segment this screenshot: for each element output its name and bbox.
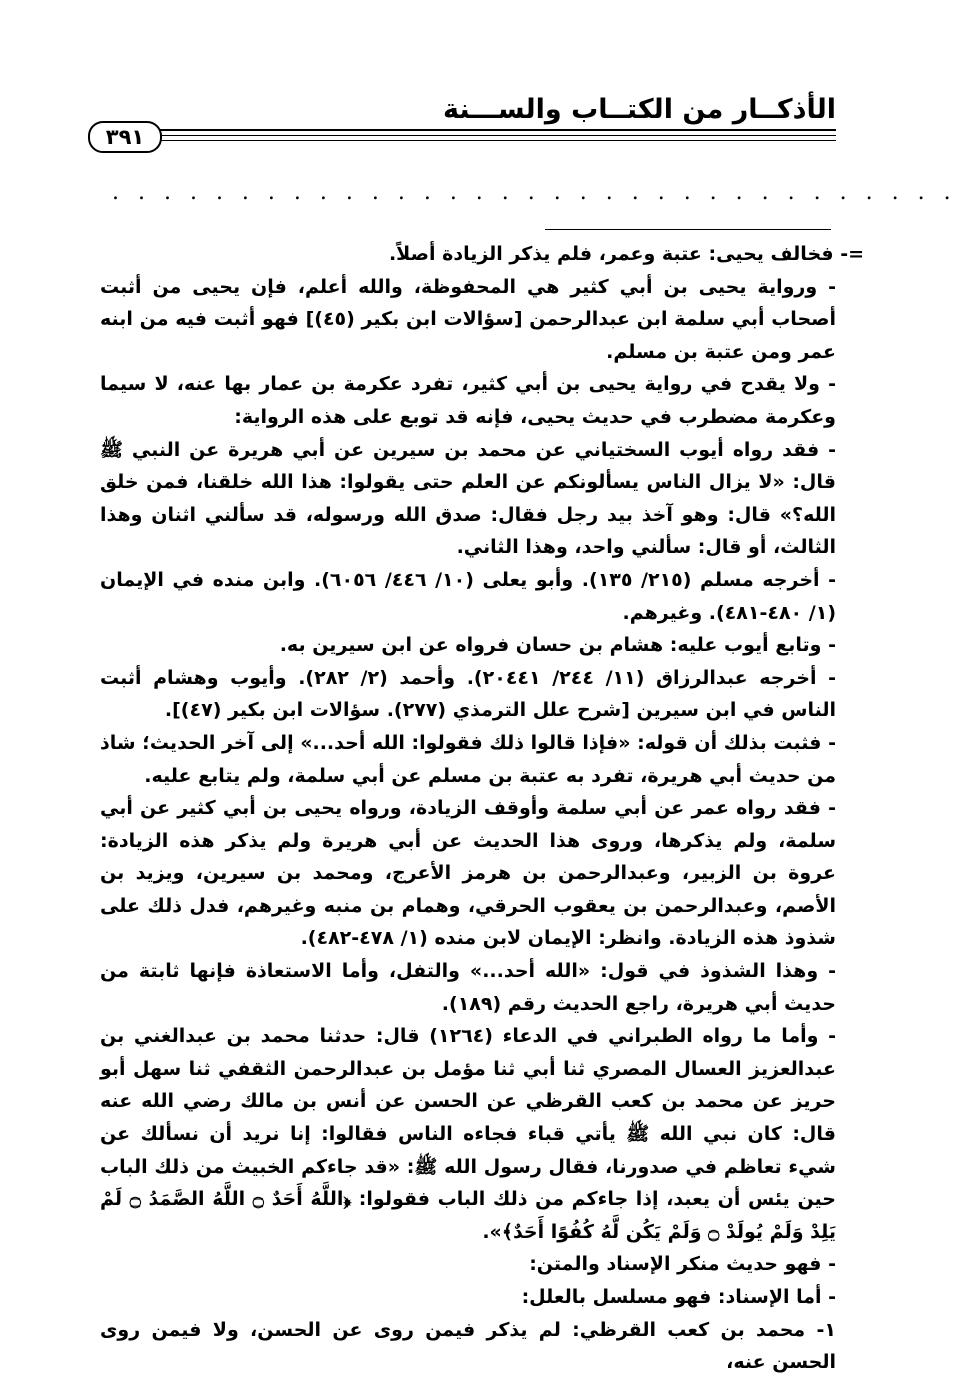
paragraph: - فقد رواه أيوب السختياني عن محمد بن سيرين عن أبي هريرة عن النبي ﷺ قال: «لا يزال الناس يسألونكم عن العلم حتى يقولوا: هذا الله خلقنا، فمن خلق الله؟» قال: وهو آخذ بيد رجل فقال: صدق الله ورسوله، قد سألني اثنان وهذا الثالث، أو قال: سألني واحد، وهذا الثاني. [100,438,836,559]
page-number: ٣٩١ [88,121,162,153]
paragraph: =- فخالف يحيى: عتبة وعمر، فلم يذكر الزيادة أصلاً. [388,243,864,265]
running-header-title: الأذكــار من الكتــاب والســـنة [442,94,836,125]
paragraph: - أخرجه مسلم (٢١٥/ ١٣٥). وأبو يعلى (١٠/ ٤٤٦/ ٦٠٥٦). وابن منده في الإيمان (١/ ٤٨٠-٤٨١). وغيرهم. [100,568,836,624]
paragraph: - ولا يقدح في رواية يحيى بن أبي كثير، تفرد عكرمة بن عمار بها عنه، لا سيما وعكرمة مضطرب في حديث يحيى، فإنه قد توبع على هذه الرواية: [100,373,836,428]
paragraph: ١- محمد بن كعب القرظي: لم يذكر فيمن روى عن الحسن، ولا فيمن روى الحسن عنه، [100,1318,836,1374]
header-rule [150,135,836,136]
paragraph: - ورواية يحيى بن أبي كثير هي المحفوظة، والله أعلم، فإن يحيى من أثبت أصحاب أبي سلمة ابن عبدالرحمن [سؤالات ابن بكير (٤٥)] فهو أثبت فيه من ابنه عمر ومن عتبة بن مسلم. [100,275,837,363]
footnote-separator [545,229,831,230]
header-rule [150,129,836,131]
paragraph: - فثبت بذلك أن قوله: «فإذا قالوا ذلك فقولوا: الله أحد...» إلى آخر الحديث؛ شاذ من حديث أبي هريرة، تفرد به عتبة بن مسلم عن أبي سلمة، ولم يتابع عليه. [100,731,836,787]
paragraph: - أخرجه عبدالرزاق (١١/ ٢٤٤/ ٢٠٤٤١). وأحمد (٢/ ٢٨٢). وأيوب وهشام أثبت الناس في ابن سيرين [شرح علل الترمذي (٢٧٧). سؤالات ابن بكير (٤٧)]. [100,666,836,722]
footnote-body [100,238,864,1379]
paragraph: - وهذا الشذوذ في قول: «الله أحد...» والتفل، وأما الاستعاذة فإنها ثابتة من حديث أبي هريرة، راجع الحديث رقم (١٨٩). [100,960,836,1015]
dotted-separator: . . . . . . . . . . . . . . . . . . . . . . . . . . . . . . . . . [112,180,957,205]
paragraph: - فقد رواه عمر عن أبي سلمة وأوقف الزيادة، ورواه يحيى بن أبي كثير عن أبي سلمة، ولم يذكرها، وروى هذا الحديث عن أبي هريرة ولم يذكر هذه الزيادة: عروة بن الزبير، وعبدالرحمن بن هرمز الأعرج، ومحمد بن سيرين، ويزيد بن الأصم، وعبدالرحمن بن يعقوب الحرقي، وهمام بن منبه وغيرهم، فدل ذلك على شذوذ هذه الزيادة. وانظر: الإيمان لابن منده (١/ ٤٧٨-٤٨٢). [100,797,836,950]
paragraph: - فهو حديث منكر الإسناد والمتن: [529,1253,836,1276]
paragraph: - أما الإسناد: فهو مسلسل بالعلل: [521,1286,836,1308]
paragraph: - وتابع أيوب عليه: هشام بن حسان فرواه عن ابن سيرين به. [279,634,836,657]
header-rule [150,140,836,141]
paragraph: - وأما ما رواه الطبراني في الدعاء (١٢٦٤) قال: حدثنا محمد بن عبدالغني بن عبدالعزيز العسال المصري ثنا أبي ثنا مؤمل بن عبدالرحمن الثقفي ثنا سهل أبو حريز عن محمد بن كعب القرظي عن الحسن عن أنس بن مالك رضي الله عنه قال: كان نبي الله ﷺ يأتي قباء فجاءه الناس فقالوا: إنا نريد أن نسألك عن شيء تعاظم في صدورنا، فقال رسول الله ﷺ: «قد جاءكم الخبيث من ذلك الباب حين يئس أن يعبد، إذا جاءكم من ذلك الباب فقولوا: ﴿اللَّهُ أَحَدٌ ۝ اللَّهُ الصَّمَدُ ۝ لَمْ يَلِدْ وَلَمْ يُولَدْ ۝ وَلَمْ يَكُن لَّهُ كُفُوًا أَحَدٌ﴾». [100,1025,837,1243]
